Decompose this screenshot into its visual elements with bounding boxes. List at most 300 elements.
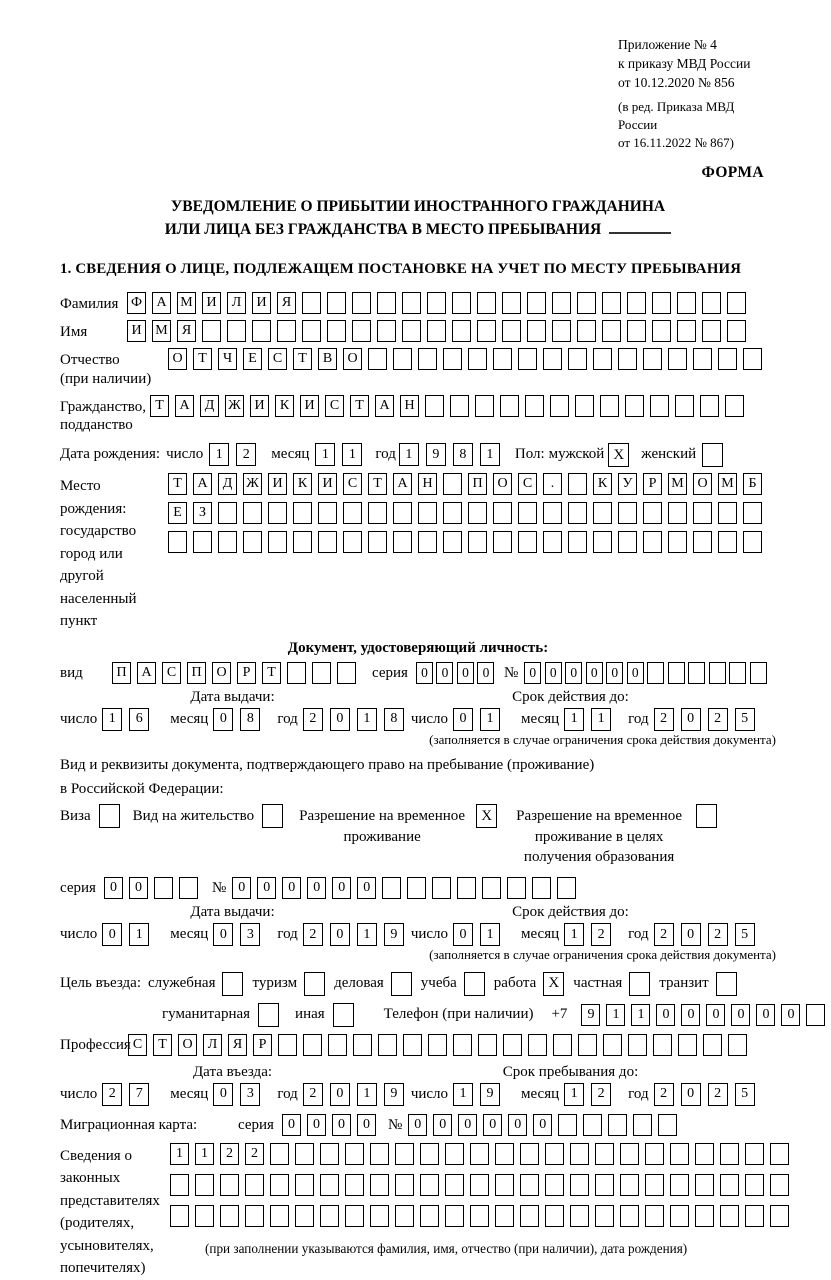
char-cell[interactable] bbox=[170, 1174, 189, 1196]
char-cell[interactable]: Р bbox=[643, 473, 662, 495]
char-cell[interactable]: 9 bbox=[384, 1083, 404, 1106]
char-cell[interactable] bbox=[293, 531, 312, 553]
char-cell[interactable] bbox=[729, 662, 746, 684]
char-cell[interactable] bbox=[552, 292, 571, 314]
char-cell[interactable]: 5 bbox=[735, 708, 755, 731]
char-cell[interactable]: 0 bbox=[627, 662, 644, 684]
char-cell[interactable] bbox=[320, 1205, 339, 1227]
char-cell[interactable]: А bbox=[193, 473, 212, 495]
char-cell[interactable]: И bbox=[127, 320, 146, 342]
char-cell[interactable] bbox=[603, 1034, 622, 1056]
char-cell[interactable] bbox=[570, 1174, 589, 1196]
char-cell[interactable] bbox=[620, 1143, 639, 1165]
char-cell[interactable]: Т bbox=[153, 1034, 172, 1056]
char-cell[interactable]: Т bbox=[368, 473, 387, 495]
char-cell[interactable] bbox=[368, 348, 387, 370]
char-cell[interactable] bbox=[287, 662, 306, 684]
char-cell[interactable]: Р bbox=[237, 662, 256, 684]
char-cell[interactable]: 0 bbox=[508, 1114, 527, 1136]
char-cell[interactable] bbox=[693, 531, 712, 553]
char-cell[interactable]: С bbox=[343, 473, 362, 495]
char-cell[interactable]: 2 bbox=[708, 708, 728, 731]
char-cell[interactable]: 0 bbox=[282, 1114, 301, 1136]
char-cell[interactable] bbox=[502, 292, 521, 314]
char-cell[interactable] bbox=[302, 292, 321, 314]
char-cell[interactable]: И bbox=[318, 473, 337, 495]
char-cell[interactable]: Т bbox=[293, 348, 312, 370]
char-cell[interactable]: 0 bbox=[606, 662, 623, 684]
char-cell[interactable] bbox=[395, 1205, 414, 1227]
char-cell[interactable] bbox=[482, 877, 501, 899]
char-cell[interactable] bbox=[395, 1143, 414, 1165]
char-cell[interactable] bbox=[337, 662, 356, 684]
char-cell[interactable]: Ж bbox=[243, 473, 262, 495]
char-cell[interactable] bbox=[443, 531, 462, 553]
char-cell[interactable] bbox=[568, 502, 587, 524]
char-cell[interactable] bbox=[618, 348, 637, 370]
edu-permit-checkbox[interactable] bbox=[696, 804, 717, 828]
char-cell[interactable] bbox=[670, 1205, 689, 1227]
char-cell[interactable]: Б bbox=[743, 473, 762, 495]
char-cell[interactable] bbox=[552, 320, 571, 342]
char-cell[interactable]: М bbox=[177, 292, 196, 314]
char-cell[interactable]: Е bbox=[243, 348, 262, 370]
char-cell[interactable] bbox=[345, 1174, 364, 1196]
char-cell[interactable]: 1 bbox=[102, 708, 122, 731]
char-cell[interactable] bbox=[520, 1205, 539, 1227]
char-cell[interactable]: З bbox=[193, 502, 212, 524]
char-cell[interactable] bbox=[420, 1205, 439, 1227]
char-cell[interactable] bbox=[420, 1143, 439, 1165]
char-cell[interactable] bbox=[570, 1205, 589, 1227]
purpose-tourism-checkbox[interactable] bbox=[304, 972, 325, 996]
char-cell[interactable] bbox=[700, 395, 719, 417]
char-cell[interactable]: Н bbox=[418, 473, 437, 495]
char-cell[interactable]: 0 bbox=[731, 1004, 750, 1026]
char-cell[interactable] bbox=[627, 320, 646, 342]
char-cell[interactable] bbox=[443, 348, 462, 370]
char-cell[interactable] bbox=[727, 292, 746, 314]
char-cell[interactable] bbox=[702, 292, 721, 314]
char-cell[interactable]: 1 bbox=[209, 443, 229, 466]
char-cell[interactable] bbox=[645, 1174, 664, 1196]
char-cell[interactable]: Т bbox=[193, 348, 212, 370]
char-cell[interactable] bbox=[625, 395, 644, 417]
char-cell[interactable] bbox=[268, 502, 287, 524]
char-cell[interactable] bbox=[727, 320, 746, 342]
char-cell[interactable] bbox=[312, 662, 331, 684]
temp-permit-checkbox[interactable]: X bbox=[476, 804, 497, 828]
char-cell[interactable]: 1 bbox=[631, 1004, 650, 1026]
char-cell[interactable]: 0 bbox=[282, 877, 301, 899]
char-cell[interactable] bbox=[343, 531, 362, 553]
char-cell[interactable]: 2 bbox=[220, 1143, 239, 1165]
char-cell[interactable] bbox=[418, 348, 437, 370]
char-cell[interactable] bbox=[195, 1174, 214, 1196]
char-cell[interactable]: 9 bbox=[384, 923, 404, 946]
purpose-official-checkbox[interactable] bbox=[222, 972, 243, 996]
char-cell[interactable] bbox=[393, 502, 412, 524]
char-cell[interactable]: 3 bbox=[240, 923, 260, 946]
char-cell[interactable] bbox=[477, 320, 496, 342]
char-cell[interactable] bbox=[450, 395, 469, 417]
char-cell[interactable] bbox=[457, 877, 476, 899]
char-cell[interactable]: К bbox=[275, 395, 294, 417]
char-cell[interactable]: 0 bbox=[457, 662, 474, 684]
char-cell[interactable] bbox=[520, 1143, 539, 1165]
char-cell[interactable]: И bbox=[250, 395, 269, 417]
char-cell[interactable]: Д bbox=[200, 395, 219, 417]
char-cell[interactable] bbox=[643, 531, 662, 553]
char-cell[interactable]: И bbox=[300, 395, 319, 417]
char-cell[interactable] bbox=[293, 502, 312, 524]
char-cell[interactable] bbox=[352, 292, 371, 314]
char-cell[interactable]: 0 bbox=[565, 662, 582, 684]
char-cell[interactable]: 2 bbox=[708, 1083, 728, 1106]
char-cell[interactable] bbox=[720, 1143, 739, 1165]
char-cell[interactable] bbox=[218, 531, 237, 553]
char-cell[interactable] bbox=[277, 320, 296, 342]
char-cell[interactable] bbox=[633, 1114, 652, 1136]
char-cell[interactable]: И bbox=[268, 473, 287, 495]
char-cell[interactable] bbox=[353, 1034, 372, 1056]
char-cell[interactable] bbox=[557, 877, 576, 899]
char-cell[interactable]: 2 bbox=[591, 1083, 611, 1106]
purpose-business-checkbox[interactable] bbox=[391, 972, 412, 996]
char-cell[interactable] bbox=[745, 1205, 764, 1227]
char-cell[interactable]: 2 bbox=[245, 1143, 264, 1165]
char-cell[interactable] bbox=[525, 395, 544, 417]
char-cell[interactable] bbox=[550, 395, 569, 417]
char-cell[interactable]: 0 bbox=[656, 1004, 675, 1026]
char-cell[interactable] bbox=[245, 1174, 264, 1196]
char-cell[interactable]: 5 bbox=[735, 1083, 755, 1106]
char-cell[interactable] bbox=[327, 320, 346, 342]
char-cell[interactable] bbox=[545, 1205, 564, 1227]
char-cell[interactable]: 0 bbox=[706, 1004, 725, 1026]
char-cell[interactable]: М bbox=[668, 473, 687, 495]
char-cell[interactable] bbox=[320, 1143, 339, 1165]
char-cell[interactable]: 0 bbox=[213, 1083, 233, 1106]
char-cell[interactable] bbox=[543, 502, 562, 524]
char-cell[interactable] bbox=[427, 292, 446, 314]
char-cell[interactable] bbox=[418, 502, 437, 524]
char-cell[interactable] bbox=[520, 1174, 539, 1196]
char-cell[interactable] bbox=[195, 1205, 214, 1227]
char-cell[interactable]: 6 bbox=[129, 708, 149, 731]
char-cell[interactable]: 0 bbox=[357, 877, 376, 899]
char-cell[interactable]: О bbox=[343, 348, 362, 370]
char-cell[interactable]: 0 bbox=[307, 877, 326, 899]
char-cell[interactable] bbox=[543, 531, 562, 553]
char-cell[interactable]: 7 bbox=[129, 1083, 149, 1106]
char-cell[interactable]: И bbox=[252, 292, 271, 314]
char-cell[interactable]: О bbox=[693, 473, 712, 495]
char-cell[interactable]: 0 bbox=[453, 708, 473, 731]
char-cell[interactable] bbox=[493, 531, 512, 553]
char-cell[interactable] bbox=[702, 320, 721, 342]
char-cell[interactable]: 2 bbox=[591, 923, 611, 946]
char-cell[interactable] bbox=[677, 292, 696, 314]
char-cell[interactable] bbox=[220, 1174, 239, 1196]
char-cell[interactable]: 1 bbox=[480, 708, 500, 731]
char-cell[interactable]: 0 bbox=[330, 1083, 350, 1106]
char-cell[interactable] bbox=[595, 1174, 614, 1196]
char-cell[interactable]: Т bbox=[350, 395, 369, 417]
char-cell[interactable]: 5 bbox=[735, 923, 755, 946]
char-cell[interactable] bbox=[154, 877, 173, 899]
char-cell[interactable]: 0 bbox=[681, 1083, 701, 1106]
char-cell[interactable] bbox=[170, 1205, 189, 1227]
char-cell[interactable] bbox=[670, 1174, 689, 1196]
char-cell[interactable] bbox=[320, 1174, 339, 1196]
char-cell[interactable]: 1 bbox=[453, 1083, 473, 1106]
char-cell[interactable]: Я bbox=[228, 1034, 247, 1056]
char-cell[interactable]: 1 bbox=[357, 1083, 377, 1106]
char-cell[interactable]: С bbox=[325, 395, 344, 417]
char-cell[interactable]: В bbox=[318, 348, 337, 370]
char-cell[interactable] bbox=[445, 1143, 464, 1165]
sex-female-checkbox[interactable] bbox=[702, 443, 723, 467]
char-cell[interactable] bbox=[658, 1114, 677, 1136]
char-cell[interactable] bbox=[368, 502, 387, 524]
sex-male-checkbox[interactable]: X bbox=[608, 443, 629, 467]
char-cell[interactable] bbox=[507, 877, 526, 899]
char-cell[interactable]: И bbox=[202, 292, 221, 314]
char-cell[interactable]: 2 bbox=[236, 443, 256, 466]
char-cell[interactable] bbox=[527, 320, 546, 342]
char-cell[interactable] bbox=[743, 531, 762, 553]
char-cell[interactable] bbox=[443, 502, 462, 524]
char-cell[interactable] bbox=[650, 395, 669, 417]
char-cell[interactable] bbox=[420, 1174, 439, 1196]
char-cell[interactable]: 0 bbox=[458, 1114, 477, 1136]
char-cell[interactable] bbox=[545, 1143, 564, 1165]
char-cell[interactable]: 2 bbox=[303, 708, 323, 731]
char-cell[interactable] bbox=[693, 502, 712, 524]
char-cell[interactable]: Я bbox=[277, 292, 296, 314]
char-cell[interactable] bbox=[600, 395, 619, 417]
char-cell[interactable] bbox=[470, 1205, 489, 1227]
char-cell[interactable] bbox=[718, 348, 737, 370]
char-cell[interactable] bbox=[570, 1143, 589, 1165]
char-cell[interactable]: П bbox=[112, 662, 131, 684]
char-cell[interactable] bbox=[543, 348, 562, 370]
char-cell[interactable] bbox=[668, 502, 687, 524]
char-cell[interactable]: 0 bbox=[213, 923, 233, 946]
char-cell[interactable] bbox=[668, 662, 685, 684]
char-cell[interactable] bbox=[278, 1034, 297, 1056]
purpose-work-checkbox[interactable]: X bbox=[543, 972, 564, 996]
char-cell[interactable] bbox=[252, 320, 271, 342]
char-cell[interactable]: 0 bbox=[104, 877, 123, 899]
char-cell[interactable]: М bbox=[718, 473, 737, 495]
char-cell[interactable]: 0 bbox=[781, 1004, 800, 1026]
char-cell[interactable] bbox=[593, 348, 612, 370]
char-cell[interactable] bbox=[643, 502, 662, 524]
char-cell[interactable] bbox=[327, 292, 346, 314]
char-cell[interactable] bbox=[370, 1174, 389, 1196]
char-cell[interactable]: 0 bbox=[332, 1114, 351, 1136]
char-cell[interactable] bbox=[468, 502, 487, 524]
char-cell[interactable]: Р bbox=[253, 1034, 272, 1056]
char-cell[interactable] bbox=[577, 320, 596, 342]
char-cell[interactable] bbox=[402, 320, 421, 342]
char-cell[interactable] bbox=[345, 1205, 364, 1227]
char-cell[interactable] bbox=[532, 877, 551, 899]
char-cell[interactable]: 1 bbox=[480, 443, 500, 466]
char-cell[interactable]: 0 bbox=[533, 1114, 552, 1136]
char-cell[interactable]: 0 bbox=[477, 662, 494, 684]
char-cell[interactable]: 0 bbox=[681, 708, 701, 731]
char-cell[interactable] bbox=[468, 531, 487, 553]
char-cell[interactable] bbox=[628, 1034, 647, 1056]
char-cell[interactable]: Ф bbox=[127, 292, 146, 314]
char-cell[interactable]: 1 bbox=[591, 708, 611, 731]
char-cell[interactable] bbox=[468, 348, 487, 370]
char-cell[interactable] bbox=[577, 292, 596, 314]
char-cell[interactable] bbox=[518, 348, 537, 370]
char-cell[interactable]: 0 bbox=[330, 708, 350, 731]
char-cell[interactable] bbox=[343, 502, 362, 524]
char-cell[interactable]: С bbox=[518, 473, 537, 495]
char-cell[interactable]: 1 bbox=[170, 1143, 189, 1165]
char-cell[interactable]: 0 bbox=[213, 708, 233, 731]
char-cell[interactable] bbox=[495, 1205, 514, 1227]
char-cell[interactable] bbox=[202, 320, 221, 342]
char-cell[interactable] bbox=[243, 531, 262, 553]
char-cell[interactable] bbox=[720, 1205, 739, 1227]
char-cell[interactable] bbox=[407, 877, 426, 899]
char-cell[interactable] bbox=[270, 1174, 289, 1196]
char-cell[interactable] bbox=[678, 1034, 697, 1056]
char-cell[interactable] bbox=[493, 502, 512, 524]
char-cell[interactable] bbox=[688, 662, 705, 684]
char-cell[interactable] bbox=[478, 1034, 497, 1056]
char-cell[interactable] bbox=[652, 292, 671, 314]
char-cell[interactable]: 0 bbox=[545, 662, 562, 684]
char-cell[interactable]: М bbox=[152, 320, 171, 342]
char-cell[interactable] bbox=[470, 1143, 489, 1165]
char-cell[interactable] bbox=[443, 473, 462, 495]
char-cell[interactable]: 1 bbox=[315, 443, 335, 466]
char-cell[interactable]: 0 bbox=[408, 1114, 427, 1136]
char-cell[interactable] bbox=[378, 1034, 397, 1056]
char-cell[interactable]: П bbox=[468, 473, 487, 495]
char-cell[interactable] bbox=[553, 1034, 572, 1056]
char-cell[interactable] bbox=[302, 320, 321, 342]
char-cell[interactable] bbox=[743, 502, 762, 524]
char-cell[interactable] bbox=[475, 395, 494, 417]
char-cell[interactable] bbox=[675, 395, 694, 417]
char-cell[interactable]: 1 bbox=[606, 1004, 625, 1026]
char-cell[interactable] bbox=[578, 1034, 597, 1056]
purpose-transit-checkbox[interactable] bbox=[716, 972, 737, 996]
char-cell[interactable]: 9 bbox=[480, 1083, 500, 1106]
char-cell[interactable] bbox=[620, 1205, 639, 1227]
char-cell[interactable] bbox=[425, 395, 444, 417]
char-cell[interactable] bbox=[452, 292, 471, 314]
purpose-other-checkbox[interactable] bbox=[333, 1003, 354, 1027]
char-cell[interactable] bbox=[670, 1143, 689, 1165]
char-cell[interactable] bbox=[445, 1174, 464, 1196]
char-cell[interactable]: 0 bbox=[586, 662, 603, 684]
char-cell[interactable] bbox=[395, 1174, 414, 1196]
char-cell[interactable] bbox=[352, 320, 371, 342]
char-cell[interactable] bbox=[703, 1034, 722, 1056]
char-cell[interactable]: Т bbox=[168, 473, 187, 495]
char-cell[interactable]: 1 bbox=[564, 923, 584, 946]
char-cell[interactable] bbox=[728, 1034, 747, 1056]
char-cell[interactable] bbox=[270, 1143, 289, 1165]
char-cell[interactable]: 2 bbox=[303, 923, 323, 946]
char-cell[interactable] bbox=[720, 1174, 739, 1196]
residence-permit-checkbox[interactable] bbox=[262, 804, 283, 828]
char-cell[interactable] bbox=[445, 1205, 464, 1227]
char-cell[interactable] bbox=[558, 1114, 577, 1136]
char-cell[interactable] bbox=[750, 662, 767, 684]
char-cell[interactable] bbox=[770, 1143, 789, 1165]
char-cell[interactable]: 0 bbox=[436, 662, 453, 684]
char-cell[interactable] bbox=[695, 1174, 714, 1196]
char-cell[interactable] bbox=[653, 1034, 672, 1056]
char-cell[interactable] bbox=[318, 502, 337, 524]
char-cell[interactable]: 1 bbox=[564, 1083, 584, 1106]
char-cell[interactable] bbox=[595, 1143, 614, 1165]
char-cell[interactable] bbox=[500, 395, 519, 417]
char-cell[interactable]: Ч bbox=[218, 348, 237, 370]
char-cell[interactable]: 0 bbox=[332, 877, 351, 899]
purpose-humanitarian-checkbox[interactable] bbox=[258, 1003, 279, 1027]
char-cell[interactable] bbox=[393, 348, 412, 370]
char-cell[interactable] bbox=[243, 502, 262, 524]
char-cell[interactable] bbox=[295, 1174, 314, 1196]
char-cell[interactable] bbox=[806, 1004, 825, 1026]
char-cell[interactable] bbox=[503, 1034, 522, 1056]
char-cell[interactable]: 0 bbox=[756, 1004, 775, 1026]
char-cell[interactable] bbox=[725, 395, 744, 417]
char-cell[interactable] bbox=[745, 1174, 764, 1196]
char-cell[interactable]: С bbox=[162, 662, 181, 684]
char-cell[interactable]: 2 bbox=[303, 1083, 323, 1106]
char-cell[interactable]: 1 bbox=[357, 708, 377, 731]
char-cell[interactable]: 1 bbox=[480, 923, 500, 946]
char-cell[interactable] bbox=[502, 320, 521, 342]
char-cell[interactable] bbox=[627, 292, 646, 314]
char-cell[interactable] bbox=[227, 320, 246, 342]
char-cell[interactable]: К bbox=[293, 473, 312, 495]
char-cell[interactable] bbox=[495, 1143, 514, 1165]
char-cell[interactable] bbox=[645, 1143, 664, 1165]
char-cell[interactable] bbox=[602, 320, 621, 342]
char-cell[interactable] bbox=[193, 531, 212, 553]
char-cell[interactable] bbox=[428, 1034, 447, 1056]
char-cell[interactable]: . bbox=[543, 473, 562, 495]
char-cell[interactable] bbox=[368, 531, 387, 553]
char-cell[interactable]: 2 bbox=[654, 1083, 674, 1106]
char-cell[interactable] bbox=[743, 348, 762, 370]
char-cell[interactable] bbox=[303, 1034, 322, 1056]
char-cell[interactable] bbox=[568, 348, 587, 370]
char-cell[interactable] bbox=[528, 1034, 547, 1056]
char-cell[interactable]: Н bbox=[400, 395, 419, 417]
char-cell[interactable]: С bbox=[268, 348, 287, 370]
char-cell[interactable] bbox=[295, 1205, 314, 1227]
char-cell[interactable] bbox=[495, 1174, 514, 1196]
char-cell[interactable] bbox=[477, 292, 496, 314]
purpose-private-checkbox[interactable] bbox=[629, 972, 650, 996]
char-cell[interactable]: О bbox=[168, 348, 187, 370]
